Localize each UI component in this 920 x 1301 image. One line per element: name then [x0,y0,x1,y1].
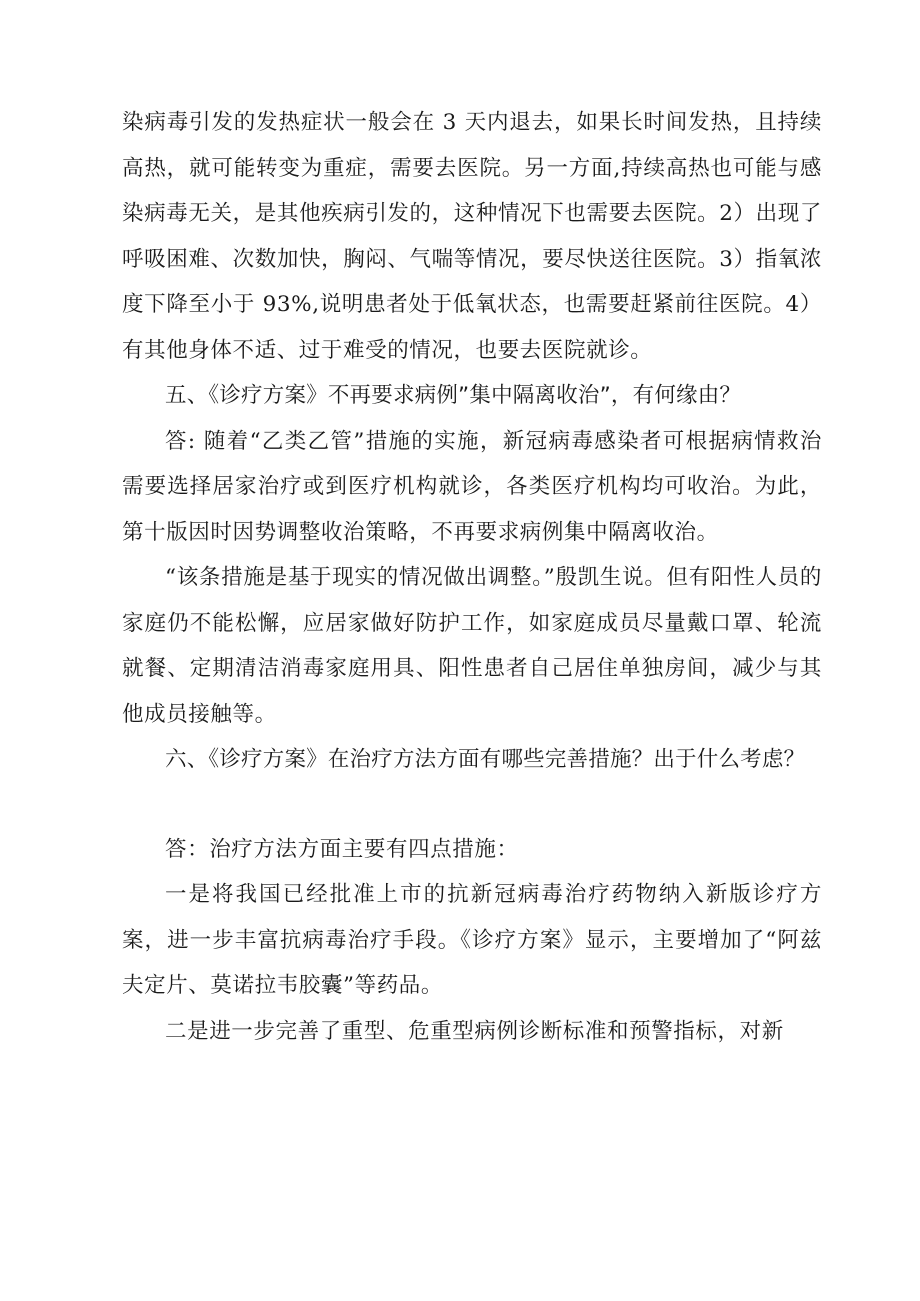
document-page [122,100,822,1054]
spacer [122,783,822,827]
paragraph-measure-two: 二是进一步完善了重型、危重型病例诊断标准和预警指标，对新 [165,1018,784,1044]
section-heading-six: 六、《诊疗方案》在治疗方法方面有哪些完善措施？出于什么考虑？ [165,747,806,772]
paragraph-quote-yin: “该条措施是基于现实的情况做出调整。”殷凯生说。但有阳性人员的家庭仍不能松懈，应居家做好防护工作，如家庭成员尽量戴口罩、轮流就餐、定期清洁消毒家庭用具、阳性患者自己居住单独房间，减少与其他成员接触等。 [122,565,822,727]
paragraph-answer-six-intro: 答：治疗方法方面主要有四点措施： [165,836,519,862]
paragraph-fever-hospital-criteria: 染病毒引发的发热症状一般会在 3 天内退去，如果长时间发热，且持续高热，就可能转变为重症，需要去医院。另一方面,持续高热也可能与感染病毒无关，是其他疾病引发的，这种情况下也需要去医院。2）出现了呼吸困难、次数加快，胸闷、气喘等情况，要尽快送往医院。3）指氧浓度下降至小于 93%,说明患者处于低氧状态，也需要赶紧前往医院。4）有其他身体不适、过于难受的情况，也要去医院就诊。 [122,110,822,363]
section-heading-five: 五、《诊疗方案》不再要求病例”集中隔离收治”，有何缘由？ [165,383,742,408]
paragraph-measure-one: 一是将我国已经批准上市的抗新冠病毒治疗药物纳入新版诊疗方案，进一步丰富抗病毒治疗手段。《诊疗方案》显示，主要增加了“阿兹夫定片、莫诺拉韦胶囊”等药品。 [122,882,822,998]
paragraph-answer-five: 答: 随着“乙类乙管”措施的实施，新冠病毒感染者可根据病情救治需要选择居家治疗或到医疗机构就诊，各类医疗机构均可收治。为此，第十版因时因势调整收治策略，不再要求病例集中隔离收治。 [122,428,822,545]
